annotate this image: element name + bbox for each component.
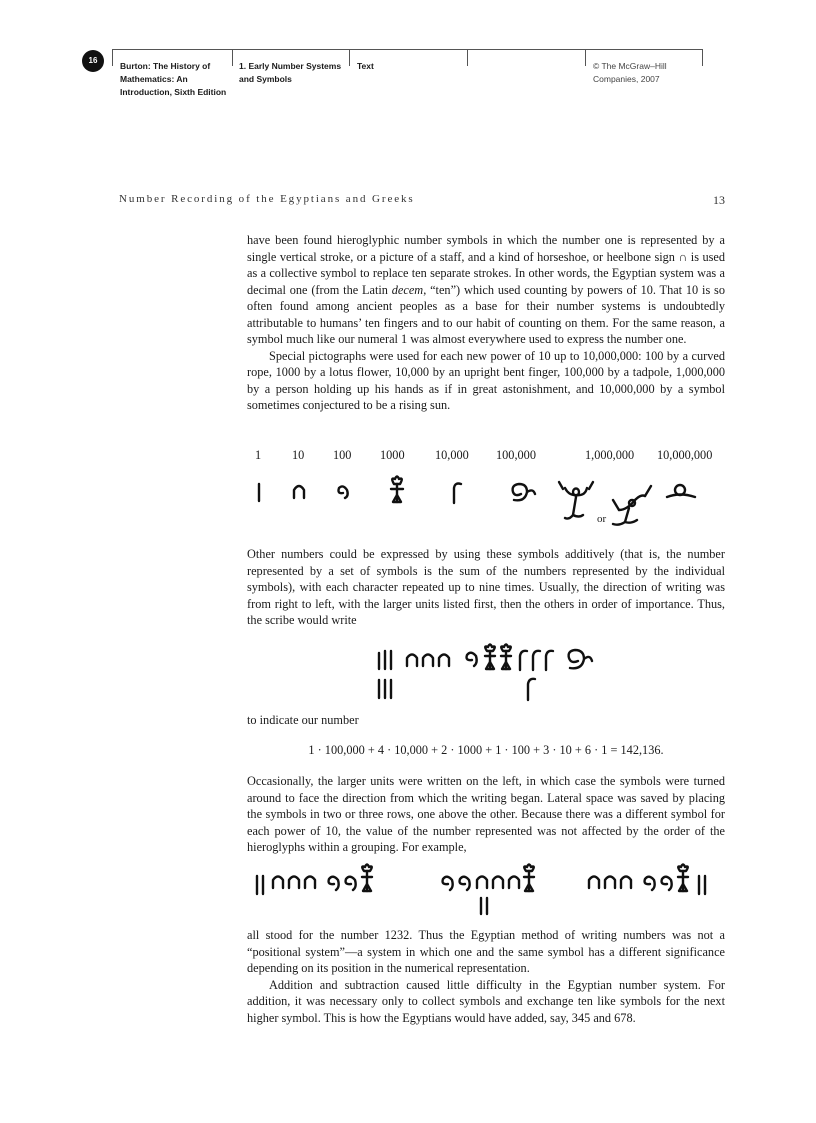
body-text-block-5 xyxy=(247,927,725,1026)
number-1232-hieroglyph-examples xyxy=(247,856,725,916)
paragraph: Occasionally, the larger units were written on the left, in which case the symbols were turned around to face the direction from which the writing began. Lateral space was saved by placing the symbols in two or three rows, one above the other. Because there was a different symbol for each power of 10, the value of the number represented was not affected by the order of the hieroglyphs within a grouping. For example, xyxy=(247,774,725,854)
header-rule xyxy=(112,49,702,50)
paragraph: Addition and subtraction caused little difficulty in the Egyptian number system. For addition, it was necessary only to collect symbols and exchange ten like symbols for the next higher symbol. This is how the Egyptians would have added, say, 345 and 678. xyxy=(247,977,725,1025)
running-head-title: Number Recording of the Egyptians and Greeks xyxy=(119,193,415,205)
symbol-values-row xyxy=(247,448,725,468)
symbol-label: 100,000 xyxy=(496,448,536,462)
paragraph: all stood for the number 1232. Thus the Egyptian method of writing numbers was not a “positional system”—a system in which one and the same symbol has a different significance depending on its position in the numerical representation. xyxy=(247,928,725,975)
heelbone-glyph-ten xyxy=(294,486,304,498)
copyright: © The McGraw–Hill Companies, 2007 xyxy=(593,61,667,84)
astonished-man-glyph-million xyxy=(559,482,593,519)
tadpole-glyph-hundred-thousand xyxy=(513,484,535,500)
hieroglyph-symbols xyxy=(247,470,725,532)
body-text-block-1 xyxy=(247,232,725,414)
symbol-label: 10,000,000 xyxy=(657,448,713,462)
scribe-example-hieroglyphs xyxy=(370,636,610,706)
lotus-glyph-thousand xyxy=(485,645,495,670)
symbol-label: 1 xyxy=(255,448,262,462)
running-head xyxy=(119,193,725,205)
section-type: Text xyxy=(357,61,374,71)
paragraph: Other numbers could be expressed by using these symbols additively (that is, the number represented by a set of symbols is the sum of the numbers represented by the individual symbols), with each character repeated up to nine times. Usually, the direction of writing was from right to left, with the larger units listed first, then the others in order of importance. Thus, the scribe would write xyxy=(247,547,725,627)
finger-glyph-ten-thousand xyxy=(454,484,461,504)
lotus-glyph-thousand xyxy=(501,645,511,670)
header-divider xyxy=(112,49,113,66)
tadpole-glyph-hundred-thousand xyxy=(569,650,592,668)
chapter-title: 1. Early Number Systems and Symbols xyxy=(239,61,342,84)
symbol-label: 1000 xyxy=(380,448,405,462)
equation: 1 · 100,000 + 4 · 10,000 + 2 · 1000 + 1 · 100 + 3 · 10 + 6 · 1 = 142,136. xyxy=(308,743,664,757)
symbol-label: 10 xyxy=(292,448,305,462)
astonished-man-glyph-million-alt xyxy=(613,486,651,525)
paragraph: to indicate our number xyxy=(247,713,359,727)
body-text-block-2 xyxy=(247,546,725,629)
header-divider xyxy=(702,49,703,66)
symbol-label: 100 xyxy=(333,448,352,462)
units-glyph-group xyxy=(379,651,391,698)
example-1 xyxy=(257,865,372,895)
page-badge: 16 xyxy=(82,50,104,72)
page-number: 13 xyxy=(713,193,725,207)
header-divider xyxy=(349,49,350,66)
header-divider xyxy=(585,49,586,66)
rope-glyph-hundred xyxy=(339,486,348,498)
paragraph: Special pictographs were used for each new power of 10 up to 10,000,000: 100 by a curved rope, 1000 by a lotus flower, 10,000 by an upright bent finger, 100,000 by a tadpole, 1,000,000 by a person holding up his hands as if in great astonishment, and 10,000,000 by a symbol sometimes conjectured to be a rising sun. xyxy=(247,348,725,412)
or-label: or xyxy=(597,513,607,525)
symbol-label: 10,000 xyxy=(435,448,469,462)
body-text-block-3 xyxy=(247,712,725,729)
sun-glyph-ten-million xyxy=(667,485,695,497)
book-title: Burton: The History of Mathematics: An Introduction, Sixth Edition xyxy=(120,61,227,97)
header-divider xyxy=(467,49,468,66)
rope-glyph-hundred xyxy=(467,653,477,666)
paragraph: have been found hieroglyphic number symbols in which the number one is represented by a single vertical stroke, or a picture of a staff, and a kind of horseshoe, or heelbone sign ∩ is used as a collective symbol to replace ten separate strokes. In other words, the Egyptian system was a decimal one (from the Latin decem, “ten”) which used counting by powers of 10. That 10 is so often found among ancient peoples as a base for their number systems is undoubtedly attributable to humans’ ten fingers and to our habit of counting on them. For the same reason, a symbol much like our numeral 1 was almost everywhere used to express the number one. xyxy=(247,233,725,346)
example-3 xyxy=(589,865,705,895)
finger-glyph-group xyxy=(520,651,553,700)
symbol-label: 1,000,000 xyxy=(585,448,635,462)
tens-glyph-group xyxy=(407,655,449,667)
example-2 xyxy=(443,865,534,915)
lotus-glyph-thousand xyxy=(391,477,403,503)
header-divider xyxy=(232,49,233,66)
body-text-block-4 xyxy=(247,773,725,856)
